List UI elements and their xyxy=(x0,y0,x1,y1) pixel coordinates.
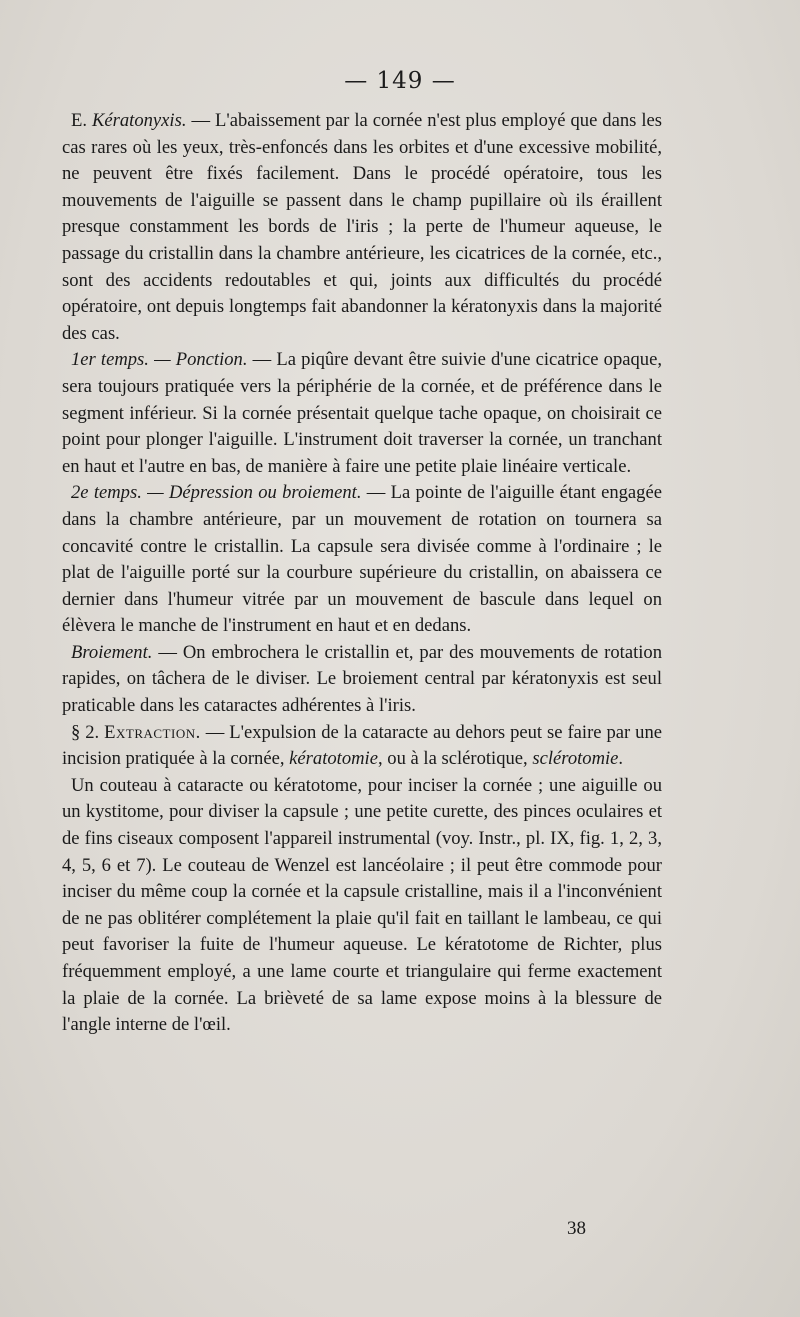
dash-separator: — xyxy=(200,721,230,743)
paragraph-ponction xyxy=(62,347,662,480)
section-letter: E. xyxy=(71,110,92,131)
paragraph-text: La pointe de l'aiguille étant engagée dans la chambre antérieure, par un mouvement de rotation on tournera sa concavité contre le cristallin. La capsule sera divisée comme à l'ordinaire ; le plat de l'aiguille porté sur la courbure supérieure du cristallin, on abaissera ce dernier dans l'humeur vitrée par un mouvement de bascule dans lequel on élèvera le manche de l'instrument en haut et en dedans. xyxy=(62,482,662,637)
page-number-header: — 149 — xyxy=(344,68,456,94)
paragraph-instruments xyxy=(62,773,662,1039)
step-title-ponction: 1er temps. — Ponction. xyxy=(71,349,248,371)
step-title-depression: 2e temps. — Dépression ou broiement. xyxy=(71,482,362,504)
dash-separator: — xyxy=(186,110,216,131)
paragraph-text: L'expulsion de la cataracte au dehors peut se faire par une incision pratiquée à la cornée, xyxy=(62,721,662,770)
dash-separator: — xyxy=(152,641,183,663)
paragraph-text: On embrochera le cristallin et, par des mouvements de rotation rapides, on tâchera de le diviser. Le broiement central par kératonyxis est seul praticable dans les cataractes adhérentes à l'iris. xyxy=(62,641,662,717)
paragraph-broiement xyxy=(62,640,662,720)
paragraph-text: . xyxy=(618,748,624,770)
paragraph-text: L'abaissement par la cornée n'est plus employé que dans les cas rares où les yeux, très-enfoncés dans les orbites et d'une excessive mobilité, ne peuvent être fixés facilement. Dans le procédé opératoire, tous les mouvements de l'aiguille se passent dans le champ pupillaire où ils éraillent presque constamment les bords de l'iris ; la perte de l'humeur aqueuse, le passage du cristallin dans la chambre antérieure, les cicatrices de la cornée, etc., sont des accidents redoutables et qui, joints aux difficultés du procédé opératoire, ont depuis longtemps fait abandonner la kératonyxis dans la majorité des cas. xyxy=(62,110,663,344)
paragraph-extraction xyxy=(62,720,662,773)
paragraph-keratonyxis xyxy=(62,108,662,347)
paragraph-text: , ou à la sclérotique, xyxy=(377,748,533,770)
dash-separator: — xyxy=(247,349,277,371)
paragraph-depression xyxy=(62,480,662,640)
paragraph-text: La piqûre devant être suivie d'une cicatrice opaque, sera toujours pratiquée vers la périphérie de la cornée, et de préférence dans le segment inférieur. Si la cornée présentait quelque tache opaque, on choisirait ce point pour plonger l'aiguille. L'instrument doit traverser la cornée, un tranchant en haut et l'autre en bas, de manière à faire une petite plaie linéaire verticale. xyxy=(62,349,663,477)
section-number: § 2. xyxy=(71,721,105,743)
signature-mark: 38 xyxy=(567,1218,586,1239)
step-title-broiement: Broiement. xyxy=(71,641,153,663)
section-title-keratonyxis: Kératonyxis. xyxy=(91,110,187,131)
section-title-extraction: Extraction. xyxy=(104,721,201,743)
paragraph-text: Un couteau à cataracte ou kératotome, pour inciser la cornée ; une aiguille ou un kystitome, pour diviser la capsule ; une petite curette, des pinces oculaires et de fins ciseaux composent l'appareil instrumental (voy. Instr., pl. IX, fig. 1, 2, 3, 4, 5, 6 et 7). Le couteau de Wenzel est lancéolaire ; il peut être commode pour inciser du même coup la cornée et la capsule cristalline, mais il a l'inconvénient de ne pas oblitérer complétement la plaie qu'il fait en taillant le lambeau, ce qui peut favoriser la fuite de l'humeur aqueuse. Le kératotome de Richter, plus fréquemment employé, a une lame courte et triangulaire qui ferme exactement la plaie de la cornée. La brièveté de sa lame expose moins à la blessure de l'angle interne de l'œil. xyxy=(62,774,662,1036)
term-sclerotomie: sclérotomie xyxy=(532,748,619,770)
term-keratotomie: kératotomie xyxy=(289,748,378,770)
body-text xyxy=(62,108,662,1039)
dash-separator: — xyxy=(361,482,391,504)
